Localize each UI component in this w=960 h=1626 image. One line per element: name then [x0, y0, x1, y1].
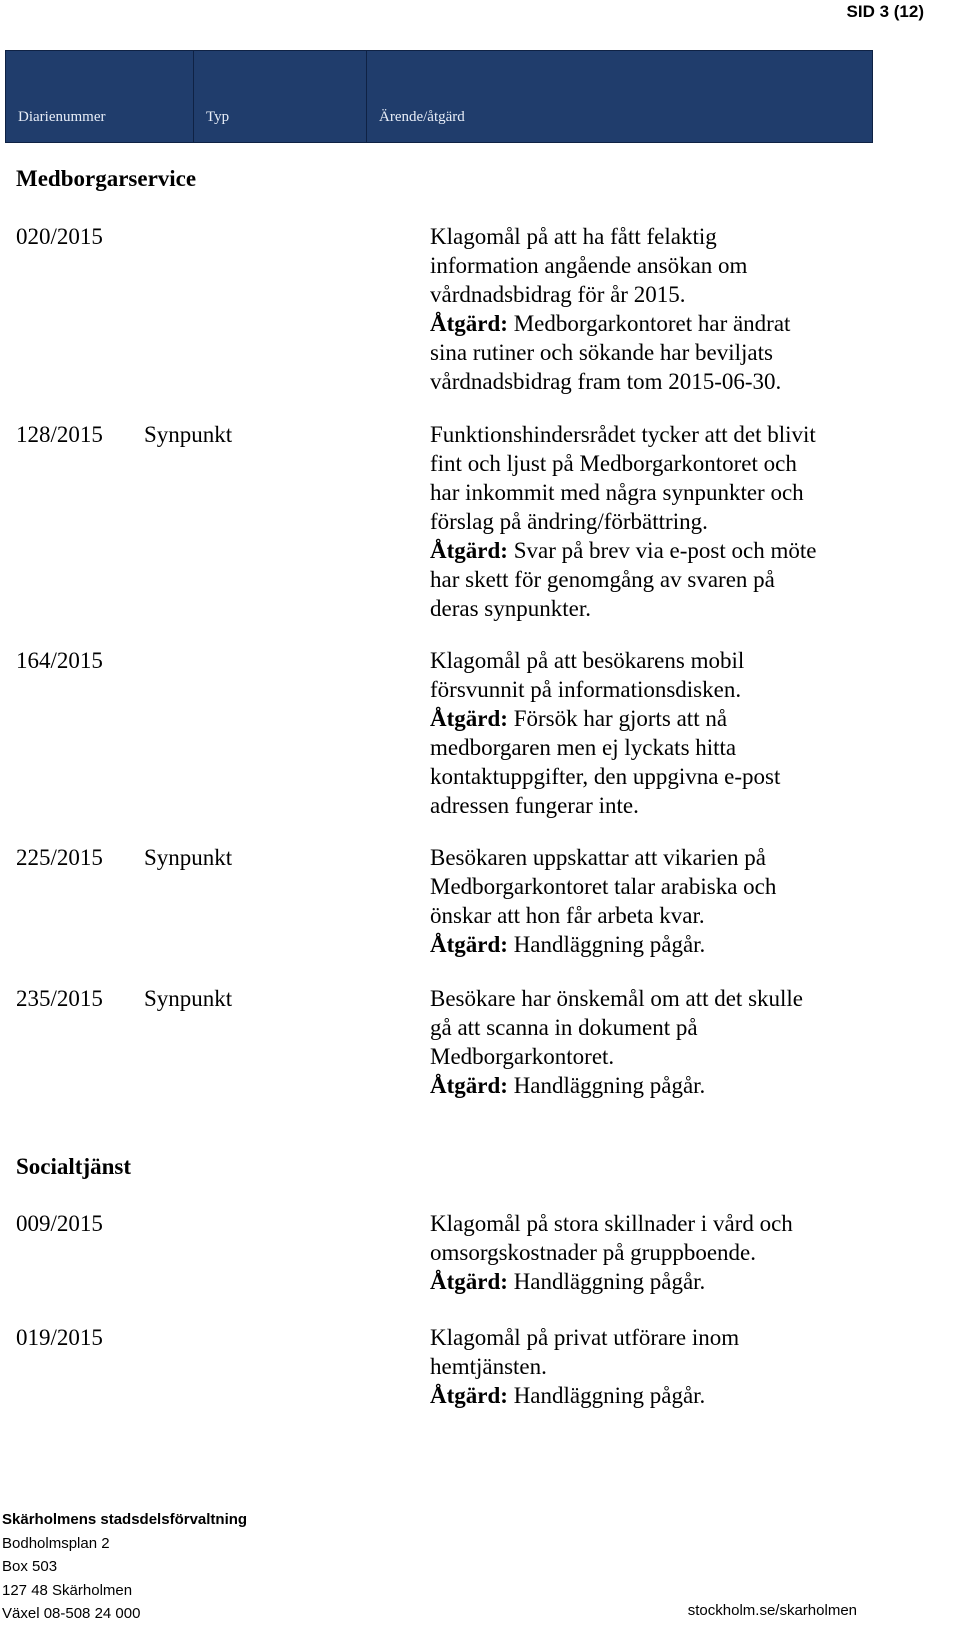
- header-diarienummer: Diarienummer: [6, 51, 194, 142]
- case-id: 164/2015: [16, 648, 103, 673]
- footer-postal: 127 48 Skärholmen: [2, 1581, 133, 1599]
- section-title: Socialtjänst: [16, 1154, 131, 1179]
- footer-street: Bodholmsplan 2: [2, 1534, 110, 1552]
- case-id: 009/2015: [16, 1211, 103, 1236]
- case-type: Synpunkt: [144, 845, 233, 870]
- action-label: Åtgärd:: [430, 706, 508, 731]
- action-label: Åtgärd:: [430, 932, 508, 957]
- footer-org-name: Skärholmens stadsdelsförvaltning: [2, 1511, 248, 1528]
- footer-address: [2, 1508, 247, 1626]
- section-title: Medborgarservice: [16, 166, 197, 191]
- case-id: 019/2015: [16, 1325, 103, 1350]
- case-id: 225/2015: [16, 845, 103, 870]
- table-header: [5, 50, 873, 143]
- action-label: Åtgärd:: [430, 311, 508, 336]
- case-description: Besökare har önskemål om att det skulle gå att scanna in dokument på Medborgarkontoret. Åtgärd: Handläggning pågår.: [430, 986, 804, 1098]
- action-label: Åtgärd:: [430, 538, 508, 563]
- header-arende: Ärende/åtgärd: [379, 109, 465, 125]
- case-id: 128/2015: [16, 422, 103, 447]
- case-description: Klagomål på stora skillnader i vård och omsorgskostnader på gruppboende. Åtgärd: Handläggning pågår.: [430, 1211, 793, 1294]
- case-description: Klagomål på att ha fått felaktig information angående ansökan om vårdnadsbidrag för år 2015. Åtgärd: Medborgarkontoret har ändrat sina rutiner och sökande har beviljats vårdnadsbidrag fram tom 2015-06-30.: [430, 224, 791, 394]
- case-id: 235/2015: [16, 986, 103, 1011]
- header-typ: Typ: [194, 51, 367, 142]
- case-description: Besökaren uppskattar att vikarien på Medborgarkontoret talar arabiska och önskar att hon får arbeta kvar. Åtgärd: Handläggning pågår.: [430, 845, 777, 957]
- action-label: Åtgärd:: [430, 1383, 508, 1408]
- case-type: Synpunkt: [144, 986, 233, 1011]
- footer-box: Box 503: [2, 1558, 58, 1575]
- footer-phone: Växel 08-508 24 000: [2, 1605, 141, 1622]
- action-label: Åtgärd:: [430, 1269, 508, 1294]
- action-label: Åtgärd:: [430, 1073, 508, 1098]
- case-description: Klagomål på att besökarens mobil försvunnit på informationsdisken. Åtgärd: Försök har gjorts att nå medborgaren men ej lyckats hitta kontaktuppgifter, den uppgivna e-post adressen fungerar inte.: [430, 648, 781, 818]
- case-id: 020/2015: [16, 224, 103, 249]
- case-description: Klagomål på privat utförare inom hemtjänsten. Åtgärd: Handläggning pågår.: [430, 1325, 740, 1408]
- page-number: SID 3 (12): [846, 2, 924, 21]
- case-type: Synpunkt: [144, 422, 233, 447]
- footer-website: stockholm.se/skarholmen: [687, 1602, 857, 1619]
- case-description: Funktionshindersrådet tycker att det blivit fint och ljust på Medborgarkontoret och har inkommit med några synpunkter och förslag på ändring/förbättring. Åtgärd: Svar på brev via e-post och möte har skett för genomgång av svaren på deras synpunkter.: [430, 422, 817, 621]
